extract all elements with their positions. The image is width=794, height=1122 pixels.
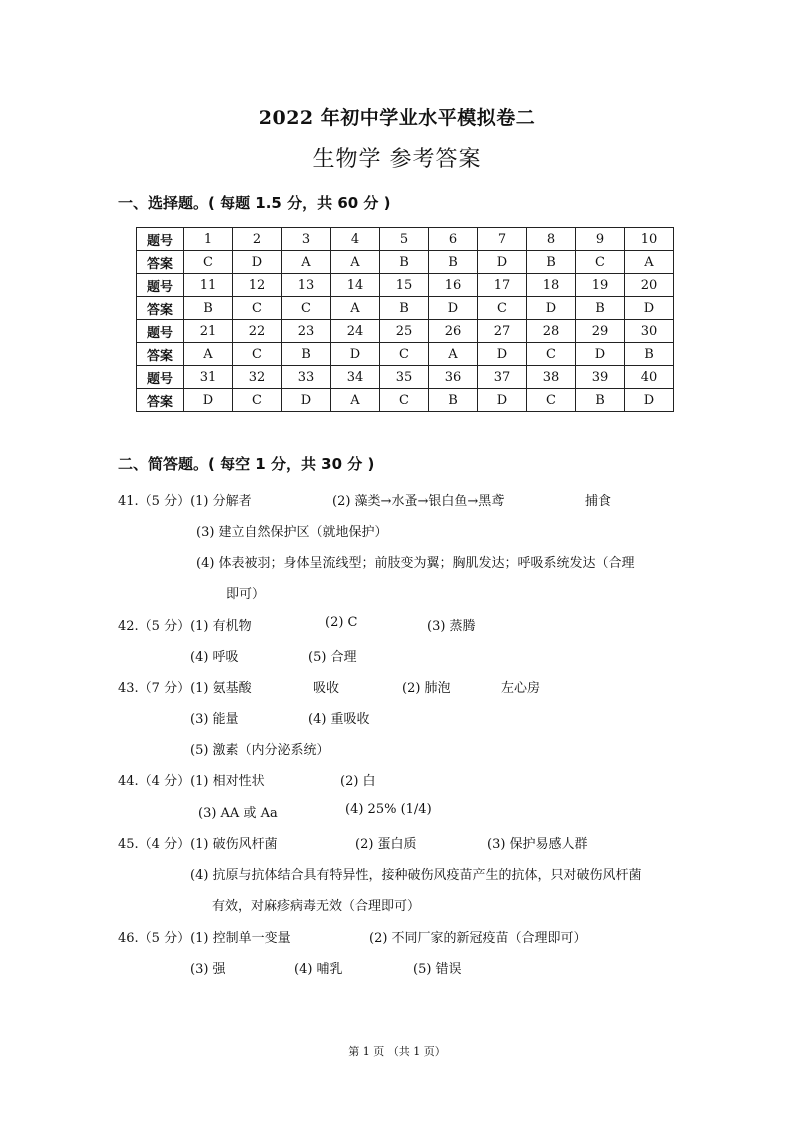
- q44-answer-2: (2) 白: [340, 774, 376, 789]
- table-cell: 29: [576, 320, 625, 343]
- table-cell: 1: [184, 228, 233, 251]
- table-cell: D: [429, 297, 478, 320]
- q45-answer-4-cont: 有效，对麻疹病毒无效（合理即可）: [212, 899, 421, 914]
- table-row: [137, 251, 674, 274]
- table-cell: 23: [282, 320, 331, 343]
- page-footer: 第 1 页 （共 1 页）: [348, 1045, 446, 1058]
- table-cell: 39: [576, 366, 625, 389]
- row-header: 题号: [137, 274, 184, 297]
- table-cell: A: [331, 389, 380, 412]
- table-cell: D: [576, 343, 625, 366]
- section1-heading: 一、选择题。( 每题 1.5 分，共 60 分 ): [118, 194, 391, 212]
- table-cell: C: [184, 251, 233, 274]
- table-cell: C: [527, 389, 576, 412]
- table-cell: 31: [184, 366, 233, 389]
- table-cell: 9: [576, 228, 625, 251]
- table-cell: D: [478, 343, 527, 366]
- table-cell: A: [282, 251, 331, 274]
- table-cell: B: [184, 297, 233, 320]
- table-cell: 38: [527, 366, 576, 389]
- table-cell: B: [576, 297, 625, 320]
- table-row: [137, 320, 674, 343]
- q41-answer-3: (3) 建立自然保护区（就地保护）: [196, 525, 388, 540]
- q41-answer-2b: 捕食: [585, 494, 612, 509]
- table-cell: B: [625, 343, 674, 366]
- table-cell: C: [233, 343, 282, 366]
- table-cell: 7: [478, 228, 527, 251]
- q46-answer-1: 46.（5 分）(1) 控制单一变量: [118, 931, 291, 946]
- q46-answer-5: (5) 错误: [413, 962, 462, 977]
- table-cell: B: [282, 343, 331, 366]
- q43-answer-3: (3) 能量: [190, 712, 239, 727]
- table-cell: 28: [527, 320, 576, 343]
- table-cell: A: [184, 343, 233, 366]
- q44-answer-3: (3) AA 或 Aa: [198, 806, 278, 821]
- row-header: 题号: [137, 320, 184, 343]
- table-cell: A: [331, 297, 380, 320]
- table-cell: 2: [233, 228, 282, 251]
- row-header: 题号: [137, 228, 184, 251]
- table-cell: 25: [380, 320, 429, 343]
- q43-answer-2b: 左心房: [501, 681, 541, 696]
- table-cell: 4: [331, 228, 380, 251]
- table-row: [137, 389, 674, 412]
- table-cell: D: [527, 297, 576, 320]
- table-cell: C: [527, 343, 576, 366]
- q41-answer-4: (4) 体表被羽；身体呈流线型；前肢变为翼；胸肌发达；呼吸系统发达（合理: [196, 556, 635, 571]
- table-row: [137, 228, 674, 251]
- table-cell: 36: [429, 366, 478, 389]
- table-cell: C: [282, 297, 331, 320]
- table-cell: 14: [331, 274, 380, 297]
- table-cell: B: [429, 251, 478, 274]
- q43-answer-4: (4) 重吸收: [308, 712, 370, 727]
- table-cell: 10: [625, 228, 674, 251]
- table-cell: A: [331, 251, 380, 274]
- multiple-choice-answer-table: [136, 227, 674, 412]
- q45-answer-1: 45.（4 分）(1) 破伤风杆菌: [118, 837, 278, 852]
- table-cell: 35: [380, 366, 429, 389]
- row-header: 答案: [137, 389, 184, 412]
- q46-answer-4: (4) 哺乳: [294, 962, 343, 977]
- table-cell: C: [380, 343, 429, 366]
- table-row: [137, 343, 674, 366]
- q42-answer-1: 42.（5 分）(1) 有机物: [118, 619, 252, 634]
- table-cell: 40: [625, 366, 674, 389]
- table-cell: 19: [576, 274, 625, 297]
- table-cell: 21: [184, 320, 233, 343]
- table-cell: 15: [380, 274, 429, 297]
- table-row: [137, 297, 674, 320]
- q42-answer-3: (3) 蒸腾: [427, 619, 476, 634]
- table-cell: 12: [233, 274, 282, 297]
- table-cell: B: [429, 389, 478, 412]
- table-cell: D: [233, 251, 282, 274]
- answer-key-subtitle: 生物学 参考答案: [312, 147, 482, 172]
- table-cell: 24: [331, 320, 380, 343]
- row-header: 答案: [137, 297, 184, 320]
- table-cell: D: [282, 389, 331, 412]
- table-cell: 37: [478, 366, 527, 389]
- q44-answer-1: 44.（4 分）(1) 相对性状: [118, 774, 265, 789]
- table-cell: 5: [380, 228, 429, 251]
- table-cell: D: [331, 343, 380, 366]
- table-cell: C: [576, 251, 625, 274]
- table-cell: D: [625, 297, 674, 320]
- table-cell: B: [576, 389, 625, 412]
- table-row: [137, 274, 674, 297]
- table-cell: 6: [429, 228, 478, 251]
- table-cell: 17: [478, 274, 527, 297]
- table-cell: 3: [282, 228, 331, 251]
- table-cell: D: [184, 389, 233, 412]
- row-header: 答案: [137, 251, 184, 274]
- table-cell: 33: [282, 366, 331, 389]
- table-row: [137, 366, 674, 389]
- row-header: 答案: [137, 343, 184, 366]
- table-cell: 27: [478, 320, 527, 343]
- q41-answer-1: 41.（5 分）(1) 分解者: [118, 494, 252, 509]
- section2-heading: 二、简答题。( 每空 1 分，共 30 分 ): [118, 455, 375, 473]
- table-cell: B: [380, 251, 429, 274]
- q45-answer-3: (3) 保护易感人群: [487, 837, 588, 852]
- table-cell: B: [380, 297, 429, 320]
- q42-answer-2: (2) C: [325, 615, 358, 630]
- q42-answer-4: (4) 呼吸: [190, 650, 239, 665]
- table-cell: 26: [429, 320, 478, 343]
- q46-answer-3: (3) 强: [190, 962, 226, 977]
- q43-answer-1b: 吸收: [313, 681, 340, 696]
- table-cell: D: [478, 389, 527, 412]
- table-cell: A: [429, 343, 478, 366]
- table-cell: 8: [527, 228, 576, 251]
- q45-answer-2: (2) 蛋白质: [355, 837, 417, 852]
- table-cell: 34: [331, 366, 380, 389]
- exam-title: 2022 年初中学业水平模拟卷二: [258, 107, 536, 129]
- table-cell: 13: [282, 274, 331, 297]
- q46-answer-2: (2) 不同厂家的新冠疫苗（合理即可）: [369, 931, 587, 946]
- table-cell: 30: [625, 320, 674, 343]
- table-cell: 16: [429, 274, 478, 297]
- q43-answer-2: (2) 肺泡: [402, 681, 451, 696]
- table-cell: A: [625, 251, 674, 274]
- table-cell: B: [527, 251, 576, 274]
- table-cell: 18: [527, 274, 576, 297]
- table-cell: 32: [233, 366, 282, 389]
- q41-answer-2: (2) 藻类→水蚤→银白鱼→黑鸢: [332, 494, 505, 509]
- table-cell: 22: [233, 320, 282, 343]
- q44-answer-4: (4) 25% (1/4): [345, 802, 432, 817]
- table-cell: C: [380, 389, 429, 412]
- table-cell: D: [625, 389, 674, 412]
- q43-answer-1: 43.（7 分）(1) 氨基酸: [118, 681, 252, 696]
- q42-answer-5: (5) 合理: [308, 650, 357, 665]
- table-cell: C: [233, 389, 282, 412]
- row-header: 题号: [137, 366, 184, 389]
- table-cell: C: [478, 297, 527, 320]
- table-cell: D: [478, 251, 527, 274]
- table-cell: 11: [184, 274, 233, 297]
- q41-answer-4-cont: 即可）: [226, 587, 266, 602]
- table-cell: C: [233, 297, 282, 320]
- q45-answer-4: (4) 抗原与抗体结合具有特异性，接种破伤风疫苗产生的抗体，只对破伤风杆菌: [190, 868, 642, 883]
- q43-answer-5: (5) 激素（内分泌系统）: [190, 743, 330, 758]
- table-cell: 20: [625, 274, 674, 297]
